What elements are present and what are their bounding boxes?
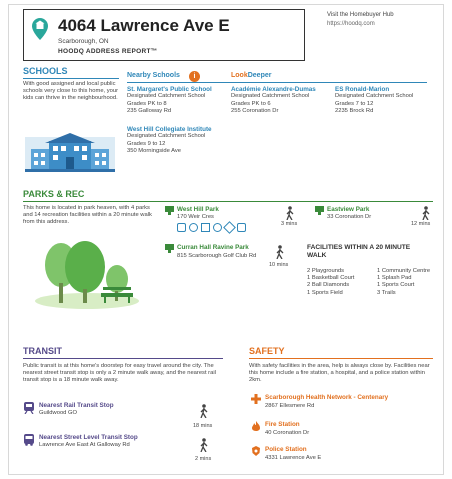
safety-facility-address: 4331 Lawrence Ave E — [265, 455, 322, 461]
police-badge-icon — [251, 446, 261, 456]
facility-item: 1 Basketball Court — [307, 275, 355, 282]
park-address: 815 Scarborough Golf Club Rd — [177, 253, 257, 259]
parks-divider — [23, 201, 433, 202]
basketball-icon — [189, 223, 198, 232]
schools-section-title: SCHOOLS — [23, 66, 68, 76]
safety-facility-name[interactable]: Fire Station — [265, 421, 300, 428]
facility-item: 1 Splash Pad — [377, 275, 412, 282]
train-icon — [23, 402, 35, 414]
school-type: Designated Catchment School — [127, 93, 206, 100]
facility-item: 2 Playgrounds — [307, 268, 345, 274]
park-amenity-icons — [177, 223, 246, 232]
school-address: 235 Galloway Rd — [127, 107, 172, 114]
park-address: 170 Weir Cres — [177, 214, 214, 220]
park-flag-icon — [165, 206, 174, 215]
park-name[interactable]: Curran Hall Ravine Park — [177, 244, 249, 251]
park-name[interactable]: Eastview Park — [327, 206, 370, 213]
walking-icon — [199, 404, 209, 418]
park-flag-icon — [315, 206, 324, 215]
schools-list-divider — [127, 82, 427, 83]
school-card[interactable] — [335, 86, 433, 115]
walking-icon — [199, 438, 209, 452]
safety-section-title: SAFETY — [249, 346, 285, 356]
tennis-icon — [223, 221, 236, 234]
safety-intro: With safety facilities in the area, help is always close by. Facilities near this home include a fire station, a hospital, and a police station within 2km. — [249, 363, 430, 384]
splash-pad-icon — [237, 223, 246, 232]
fire-station-icon — [251, 421, 261, 431]
park-flag-icon — [165, 244, 174, 253]
safety-divider — [249, 358, 433, 359]
report-label: HOODQ ADDRESS REPORT™ — [58, 48, 158, 55]
safety-facility-address: 2867 Ellesmere Rd — [265, 403, 315, 409]
homebuyer-hub-link[interactable]: Visit the Homebuyer Hub — [327, 12, 394, 18]
park-name[interactable]: West Hill Park — [177, 206, 219, 213]
facility-item: 1 Community Centre — [377, 268, 431, 274]
school-address: 255 Coronation Dr — [231, 107, 279, 114]
school-building-icon — [25, 131, 115, 175]
school-address: 350 Morningside Ave — [127, 147, 182, 154]
walking-icon — [285, 206, 295, 220]
hub-url-link[interactable]: https://hoodq.com — [327, 21, 375, 27]
school-type: Designated Catchment School — [231, 93, 310, 100]
transit-stop-name[interactable]: Nearest Rail Transit Stop — [39, 402, 114, 409]
lookdeeper-suffix: Deeper — [247, 72, 272, 79]
ball-diamond-icon — [201, 223, 210, 232]
park-trees-icon — [31, 239, 143, 309]
safety-facility-address: 40 Coronation Dr — [265, 430, 310, 436]
facility-item: 3 Trails — [377, 289, 396, 296]
lookdeeper-link[interactable] — [231, 72, 271, 79]
facility-item: 2 Ball Diamonds — [307, 282, 350, 289]
sports-field-icon — [213, 223, 222, 232]
report-page — [8, 4, 444, 475]
facilities-list-right — [377, 268, 433, 297]
walk-time: 10 mins — [269, 262, 289, 268]
school-grades: Grades PK to 6 — [231, 100, 271, 107]
walking-icon — [421, 206, 431, 220]
address-title: 4064 Lawrence Ave E — [58, 16, 230, 35]
walk-time: 12 mins — [411, 221, 431, 227]
bus-icon — [23, 434, 35, 446]
park-address: 33 Coronation Dr — [327, 214, 372, 220]
transit-section-title: TRANSIT — [23, 346, 62, 356]
schools-divider — [23, 78, 119, 79]
school-card[interactable] — [231, 86, 327, 115]
safety-facility-name[interactable]: Scarborough Health Network - Centenary — [265, 394, 389, 401]
playground-icon — [177, 223, 186, 232]
transit-stop-detail: Lawrence Ave East At Galloway Rd — [39, 442, 130, 448]
school-type: Designated Catchment School — [127, 133, 206, 140]
school-card[interactable] — [127, 86, 223, 115]
transit-stop-name[interactable]: Nearest Street Level Transit Stop — [39, 434, 138, 441]
walk-time: 18 mins — [193, 423, 213, 429]
safety-facility-name[interactable]: Police Station — [265, 446, 307, 453]
school-name[interactable]: St. Margaret's Public School — [127, 86, 212, 93]
transit-intro: Public transit is at this home's doorstep for easy travel around the city. The nearest street transit stop is only a 2 minute walk away, and the nearest rail transit stop is a 18 minute walk away. — [23, 363, 216, 384]
address-header — [23, 9, 305, 61]
school-type: Designated Catchment School — [335, 93, 414, 100]
hospital-icon — [251, 394, 261, 404]
school-name[interactable]: ES Ronald-Marion — [335, 86, 390, 93]
school-grades: Grades 7 to 12 — [335, 100, 374, 107]
school-name[interactable]: Académie Alexandre-Dumas — [231, 86, 316, 93]
parks-section-title: PARKS & REC — [23, 189, 85, 199]
walk-time: 2 mins — [195, 456, 212, 462]
walk-time: 3 mins — [281, 221, 298, 227]
school-grades: Grades PK to 8 — [127, 100, 167, 107]
transit-divider — [23, 358, 223, 359]
facilities-title: FACILITIES WITHIN A 20 MINUTE WALK — [307, 244, 411, 259]
school-address: 2235 Brock Rd — [335, 107, 374, 114]
facility-item: 1 Sports Field — [307, 289, 343, 296]
walking-icon — [275, 245, 285, 259]
location-pin-icon — [32, 18, 48, 40]
facilities-list-left — [307, 268, 367, 297]
transit-stop-detail: Guildwood GO — [39, 410, 78, 416]
facility-item: 1 Sports Court — [377, 282, 415, 289]
parks-intro: This home is located in park heaven, with 4 parks and 14 recreation facilities within a 20 minute walk from this address. — [23, 205, 152, 226]
schools-intro: With good assigned and local public schools very close to this home, your kids can thrive in the neighbourhood. — [23, 81, 119, 102]
info-icon[interactable]: i — [189, 71, 200, 82]
lookdeeper-prefix: Look — [231, 72, 248, 79]
nearby-schools-heading: Nearby Schools — [127, 72, 180, 79]
school-grades: Grades 9 to 12 — [127, 140, 166, 147]
school-name[interactable]: West Hill Collegiate Institute — [127, 126, 212, 133]
school-card[interactable] — [127, 126, 223, 155]
address-city: Scarborough, ON — [58, 38, 109, 45]
